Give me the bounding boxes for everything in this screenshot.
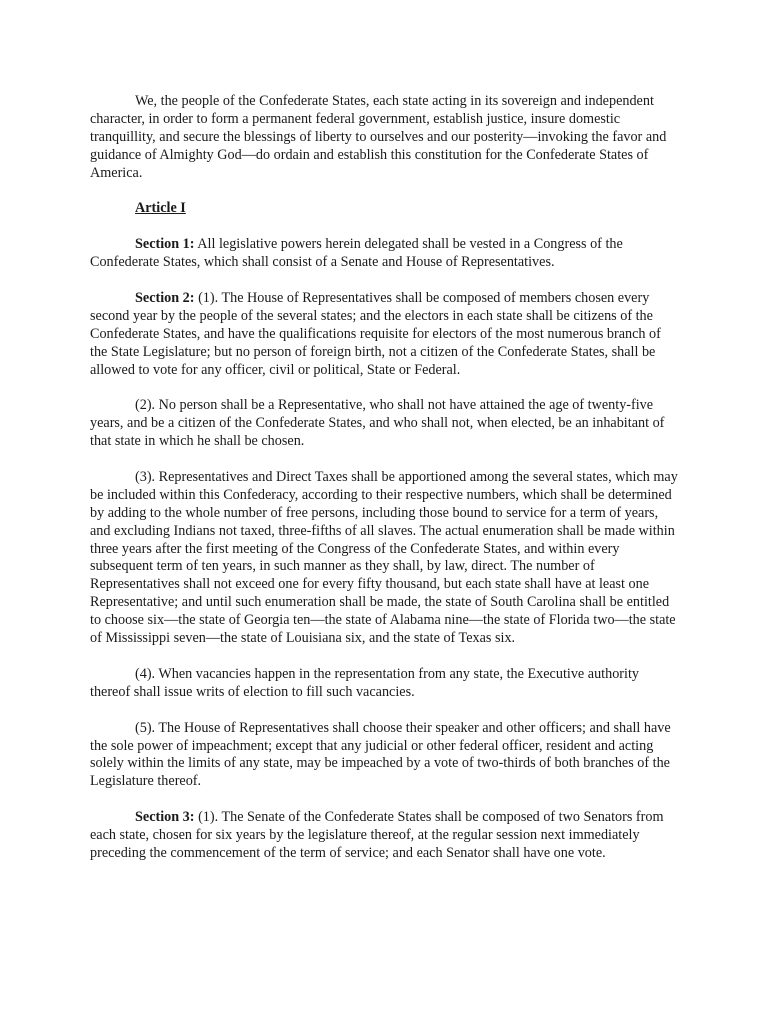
section-2-label: Section 2: bbox=[135, 289, 195, 306]
section-2-clause-5-paragraph bbox=[90, 720, 678, 792]
section-1-paragraph bbox=[90, 236, 678, 272]
section-2-clause-1-text: (1). The House of Representatives shall be composed of members chosen every second year by the people of the several states; and the electors in each state shall be citizens of the Confederate States, and have the qualifications requisite for electors of the most numerous branch of the State Legislature; but no person of foreign birth, not a citizen of the Confederate States, shall be allowed to vote for any officer, civil or political, State or Federal. bbox=[90, 289, 661, 378]
article-heading: Article I bbox=[135, 200, 186, 217]
section-1-text: All legislative powers herein delegated shall be vested in a Congress of the Confederate States, which shall consist of a Senate and House of Representatives. bbox=[90, 236, 623, 271]
article-heading-paragraph bbox=[90, 200, 678, 218]
section-2-clause-4-paragraph bbox=[90, 666, 678, 702]
document-body bbox=[90, 93, 678, 863]
section-2-clause-4-text: (4). When vacancies happen in the representation from any state, the Executive authority thereof shall issue writs of election to fill such vacancies. bbox=[90, 665, 639, 700]
section-1-label: Section 1: bbox=[135, 236, 195, 253]
section-3-label: Section 3: bbox=[135, 809, 195, 826]
section-2-clause-1-paragraph bbox=[90, 290, 678, 380]
section-2-clause-5-text: (5). The House of Representatives shall choose their speaker and other officers; and shall have the sole power of impeachment; except that any judicial or other federal officer, resident and acting solely within the limits of any state, may be impeached by a vote of two-thirds of both branches of the Legislature thereof. bbox=[90, 719, 671, 790]
section-2-clause-2-text: (2). No person shall be a Representative, who shall not have attained the age of twenty-five years, and be a citizen of the Confederate States, and who shall not, when elected, be an inhabitant of that state in which he shall be chosen. bbox=[90, 397, 665, 450]
section-3-clause-1-text: (1). The Senate of the Confederate States shall be composed of two Senators from each state, chosen for six years by the legislature thereof, at the regular session next immediately preceding the commencement of the term of service; and each Senator shall have one vote. bbox=[90, 809, 664, 861]
preamble-paragraph bbox=[90, 93, 678, 183]
section-2-clause-3-text: (3). Representatives and Direct Taxes shall be apportioned among the several states, which may be included within this Confederacy, according to their respective numbers, which shall be determined by adding to the whole number of free persons, including those bound to service for a term of years, and excluding Indians not taxed, three-fifths of all slaves. The actual enumeration shall be made within three years after the first meeting of the Congress of the Confederate States, and within every subsequent term of ten years, in such manner as they shall, by law, direct. The number of Representatives shall not exceed one for every fifty thousand, but each state shall have at least one Representative; and until such enumeration shall be made, the state of South Carolina shall be entitled to choose six—the state of Georgia ten—the state of Alabama nine—the state of Florida two—the state of Mississippi seven—the state of Louisiana six, and the state of Texas six. bbox=[90, 468, 678, 647]
section-3-clause-1-paragraph bbox=[90, 809, 678, 863]
section-2-clause-3-paragraph bbox=[90, 469, 678, 648]
section-2-clause-2-paragraph bbox=[90, 397, 678, 451]
preamble-text: We, the people of the Confederate States, each state acting in its sovereign and independent character, in order to form a permanent federal government, establish justice, insure domestic tranquillity, and secure the blessings of liberty to ourselves and our posterity—invoking the favor and guidance of Almighty God—do ordain and establish this constitution for the Confederate States of America. bbox=[90, 93, 667, 181]
